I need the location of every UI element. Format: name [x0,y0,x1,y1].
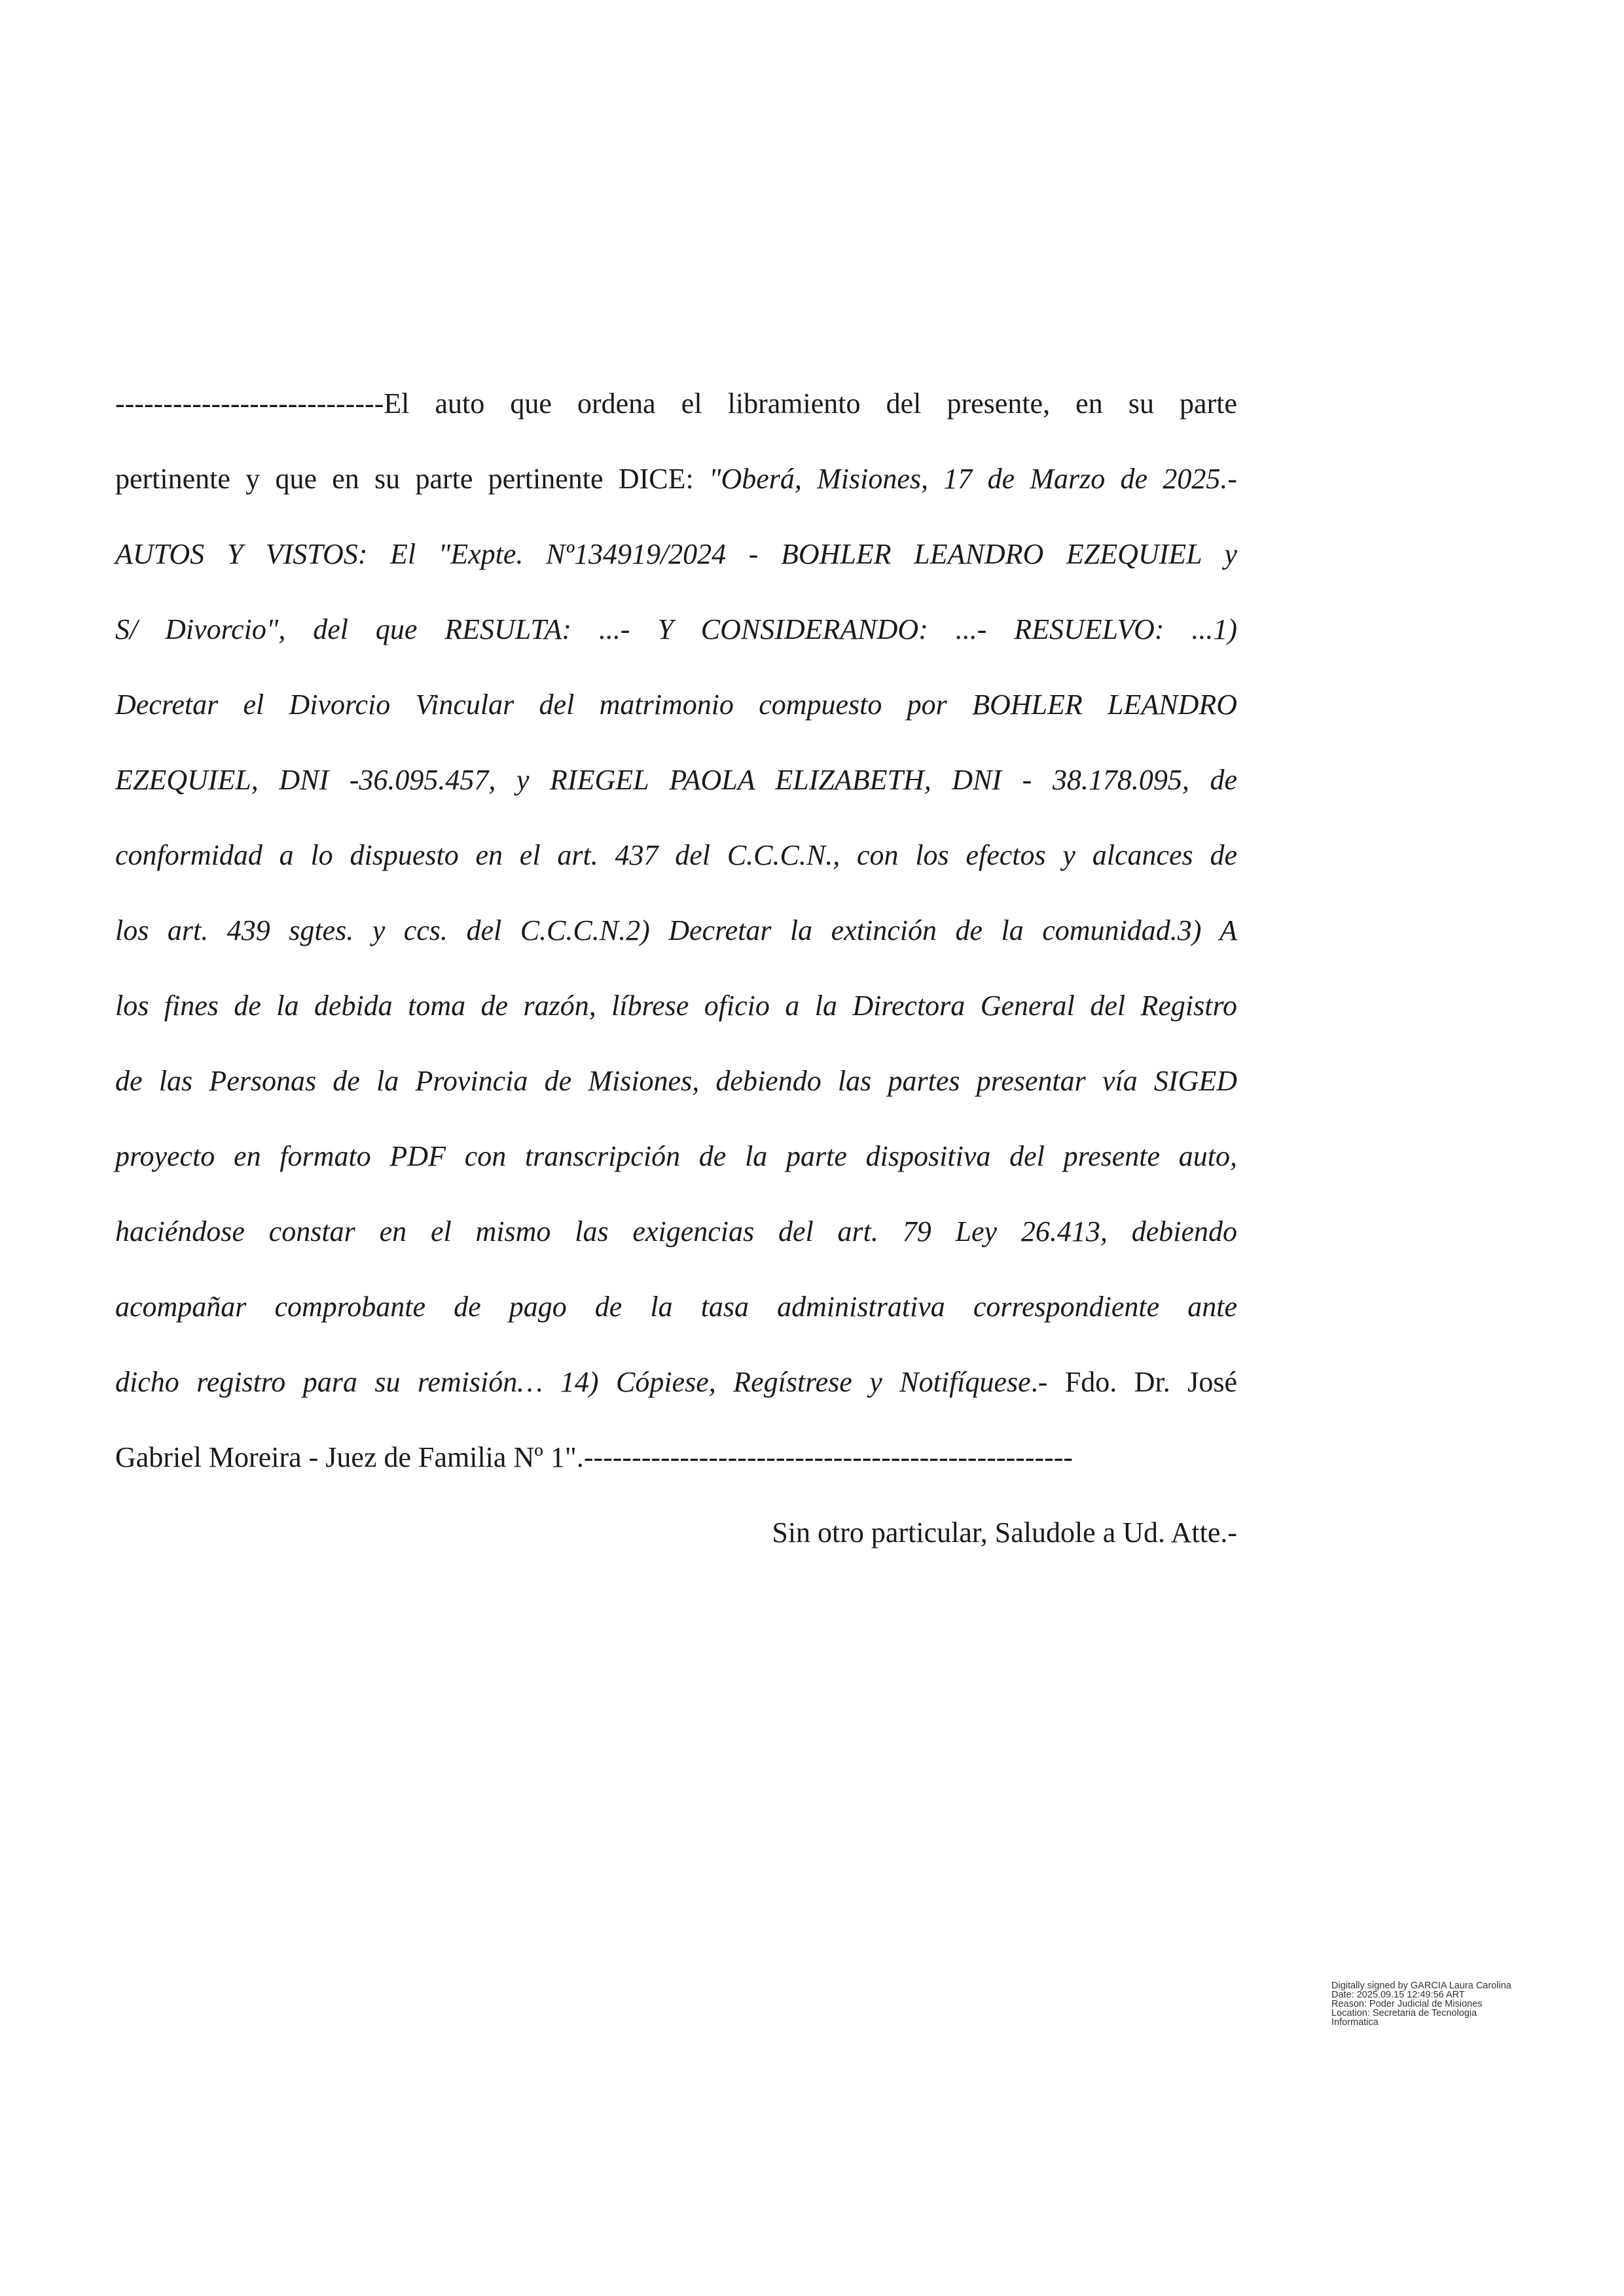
digital-signature-stamp [1331,1981,1593,2027]
text-run: los art. 439 sgtes. y ccs. del C.C.C.N.2) Decretar la extinción de la comunidad.3) A [115,914,1237,946]
text-line [115,1055,1237,1107]
text-run: .- Fdo. Dr. José [1030,1366,1237,1398]
closing-text: Sin otro particular, Saludole a Ud. Atte.- [772,1516,1237,1549]
signature-date: Date: 2025.09.15 12:49:56 ART [1331,1990,1465,2000]
text-line [115,453,1237,505]
text-run: S/ Divorcio", del que RESULTA: ...- Y CONSIDERANDO: ...- RESUELVO: ...1) [115,613,1237,645]
text-line [115,1356,1237,1408]
text-line [115,603,1237,656]
text-run: dicho registro para su remisión… 14) Cópiese, Regístrese y Notifíquese [115,1366,1031,1398]
text-line [115,1130,1237,1183]
signature-reason: Reason: Poder Judicial de Misiones [1331,1999,1483,2009]
text-run: de las Personas de la Provincia de Misiones, debiendo las partes presentar vía SIGED [115,1065,1237,1097]
text-line [115,1431,1237,1484]
text-run: ----------------------------El auto que ordena el libramiento del presente, en su parte [115,387,1237,420]
closing-line [115,1507,1237,1559]
text-run: los fines de la debida toma de razón, líbrese oficio a la Directora General del Registro [115,990,1237,1022]
signature-location-cont: Informatica [1331,2017,1379,2028]
text-line [115,378,1237,430]
text-run: acompañar comprobante de pago de la tasa administrativa correspondiente ante [115,1291,1237,1323]
text-run: "Oberá, Misiones, 17 de Marzo de 2025.- [708,463,1237,495]
text-run: EZEQUIEL, DNI -36.095.457, y RIEGEL PAOLA ELIZABETH, DNI - 38.178.095, de [115,764,1237,796]
text-run: Decretar el Divorcio Vincular del matrimonio compuesto por BOHLER LEANDRO [115,689,1237,721]
signature-location: Location: Secretaria de Tecnologia [1331,2008,1477,2018]
text-line [115,528,1237,581]
signature-signed-by: Digitally signed by GARCIA Laura Carolina [1331,1981,1511,1991]
text-line [115,829,1237,882]
text-run: haciéndose constar en el mismo las exigencias del art. 79 Ley 26.413, debiendo [115,1215,1237,1247]
text-line [115,905,1237,957]
text-line [115,980,1237,1032]
text-line [115,1281,1237,1333]
text-line [115,754,1237,806]
text-run: proyecto en formato PDF con transcripción de la parte dispositiva del presente auto, [115,1140,1237,1172]
text-run: AUTOS Y VISTOS: El "Expte. Nº134919/2024 - BOHLER LEANDRO EZEQUIEL y [115,538,1237,570]
text-line [115,679,1237,731]
text-run: conformidad a lo dispuesto en el art. 437 del C.C.C.N., con los efectos y alcances de [115,839,1237,871]
text-run: Gabriel Moreira - Juez de Familia Nº 1".--------------------------------------------------- [115,1441,1074,1473]
text-line [115,1206,1237,1258]
text-run: pertinente y que en su parte pertinente DICE: [115,463,709,495]
